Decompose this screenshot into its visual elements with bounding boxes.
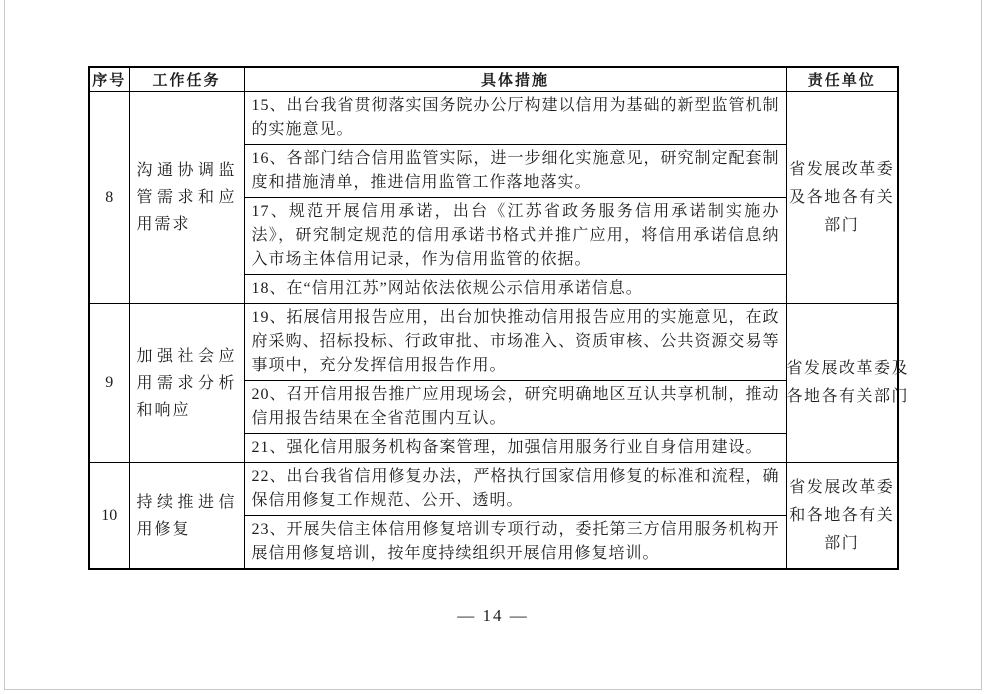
responsible-unit-line: 各地各有关部门 [786,388,910,405]
measure-cell: 16、各部门结合信用监管实际，进一步细化实施意见，研究制定配套制度和措施清单，推进信用监管工作落地落实。 [244,145,786,198]
task-number-cell: 10 [89,463,129,570]
responsible-unit-line: 部门 [824,534,860,552]
document-page [4,0,982,690]
table-header-row [89,67,898,92]
measure-cell: 19、拓展信用报告应用，出台加快推动信用报告应用的实施意见，在政府采购、招标投标、行政审批、市场准入、资质审核、公共资源交易等事项中，充分发挥信用报告作用。 [244,304,786,381]
table-row [89,92,898,145]
responsible-unit-line: 及各地各有关 [789,188,895,206]
column-header-number: 序号 [89,67,129,92]
measure-cell: 22、出台我省信用修复办法，严格执行国家信用修复的标准和流程，确保信用修复工作规范、公开、透明。 [244,463,786,516]
responsible-unit-line: 部门 [824,216,860,234]
responsible-unit-cell [786,463,898,570]
measure-cell: 21、强化信用服务机构备案管理，加强信用服务行业自身信用建设。 [244,434,786,463]
work-task-cell: 沟通协调监管需求和应用需求 [129,92,244,304]
task-number-cell: 8 [89,92,129,304]
measure-cell: 18、在“信用江苏”网站依法依规公示信用承诺信息。 [244,275,786,304]
responsible-unit-cell [786,92,898,304]
column-header-measures: 具体措施 [244,67,786,92]
work-task-cell: 加强社会应用需求分析和响应 [129,304,244,463]
measure-cell: 23、开展失信主体信用修复培训专项行动，委托第三方信用服务机构开展信用修复培训，按年度持续组织开展信用修复培训。 [244,516,786,570]
responsible-unit-line: 省发展改革委及 [786,360,910,377]
responsible-unit-line: 省发展改革委 [789,160,895,178]
measure-cell: 20、召开信用报告推广应用现场会，研究明确地区互认共享机制，推动信用报告结果在全省范围内互认。 [244,381,786,434]
work-task-cell: 持续推进信用修复 [129,463,244,570]
responsible-unit-line: 和各地各有关 [789,506,895,524]
work-measures-table [88,66,910,570]
responsible-unit-line: 省发展改革委 [789,478,895,496]
table-body [89,92,910,570]
column-header-task: 工作任务 [129,67,244,92]
measure-cell: 17、规范开展信用承诺，出台《江苏省政务服务信用承诺制实施办法》，研究制定规范的信用承诺书格式并推广应用，将信用承诺信息纳入市场主体信用记录，作为信用监管的依据。 [244,198,786,275]
page-number: — 14 — [457,606,529,625]
responsible-unit-cell [786,304,910,463]
measure-cell: 15、出台我省贯彻落实国务院办公厅构建以信用为基础的新型监管机制的实施意见。 [244,92,786,145]
table-row [89,304,898,381]
column-header-responsible-unit: 责任单位 [786,67,898,92]
task-number-cell: 9 [89,304,129,463]
table-row [89,463,898,516]
